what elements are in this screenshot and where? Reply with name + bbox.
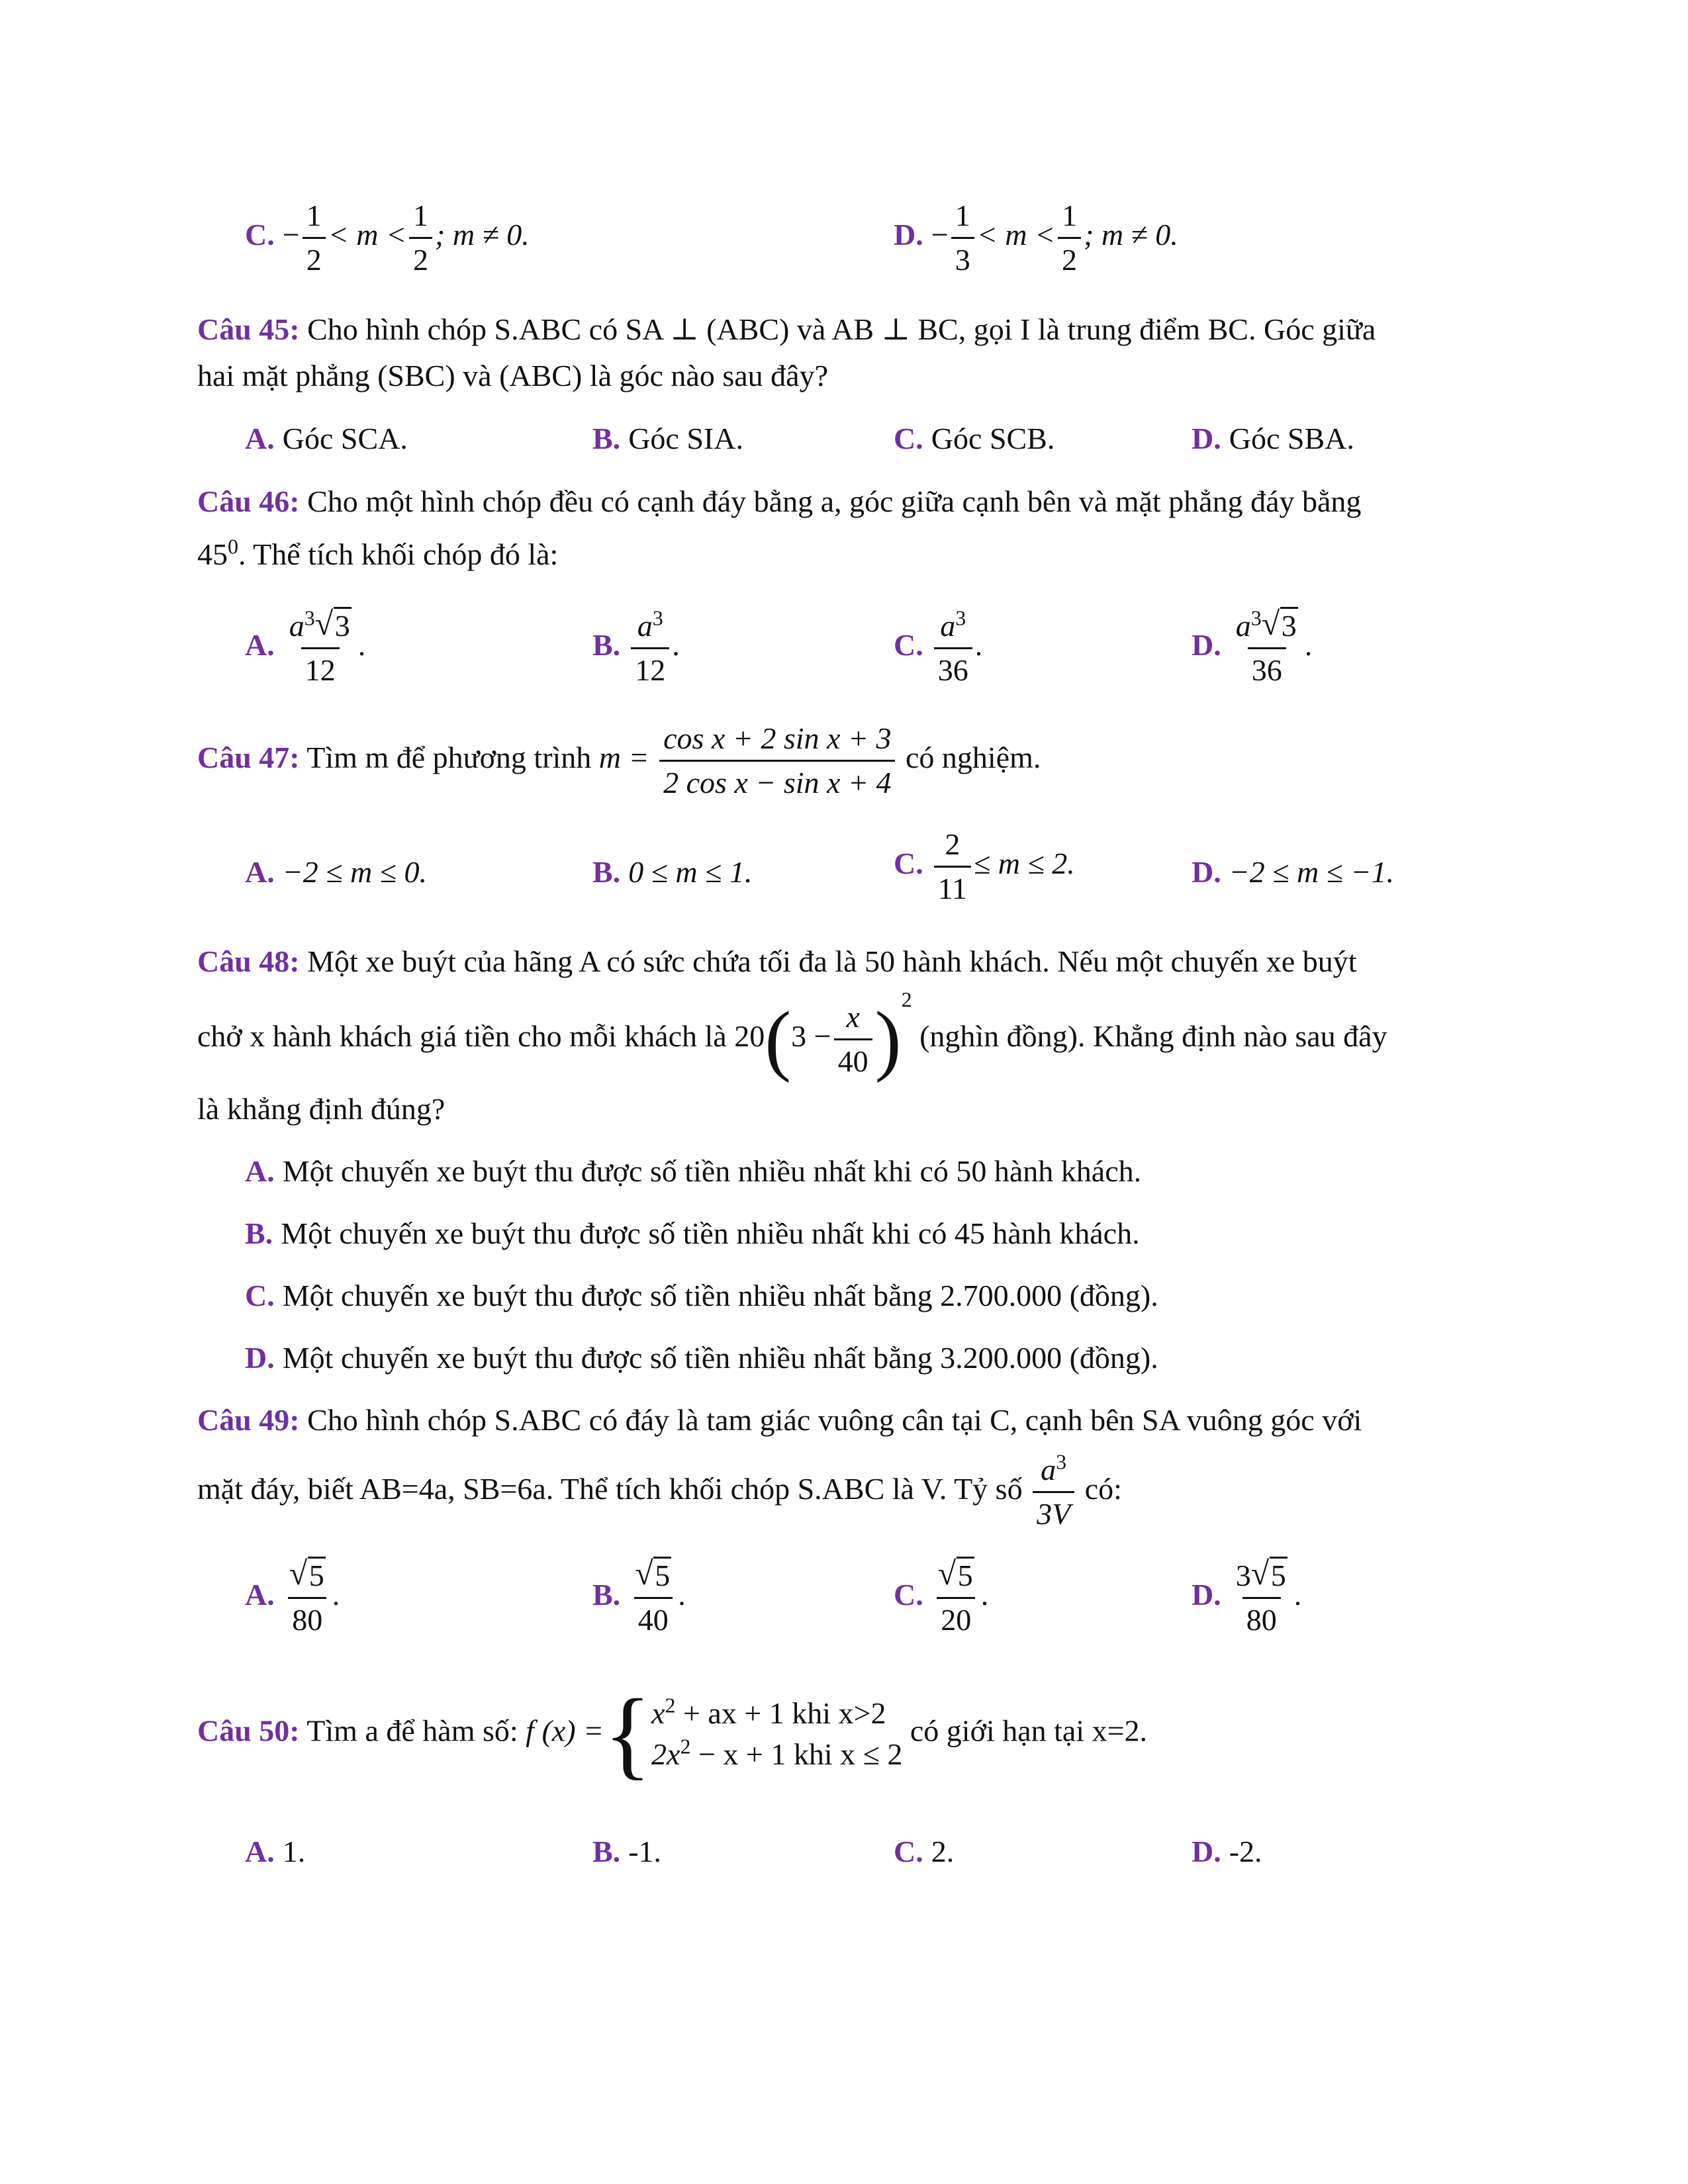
inequality: < m < [328,218,406,252]
option-label: B. [592,855,621,889]
degree-exponent: 0 [228,534,238,559]
q50-option-a[interactable] [245,1833,305,1870]
q47-option-d[interactable] [1192,854,1394,891]
fraction-numerator: cos x + 2 sin x + 3 [663,721,892,755]
option-text: Một chuyến xe buýt thu được số tiền nhiều nhất bằng 3.200.000 (đồng). [282,1341,1158,1375]
fraction-numerator: $a^3$ [637,606,663,643]
fraction-denominator: 36 [934,647,972,688]
question-text: Một xe buýt của hãng A có sức chứa tối đa là 50 hành khách. Nếu một chuyến xe buýt [307,944,1357,978]
fraction [303,199,326,277]
question-number: Câu 47: [197,741,300,775]
fraction [285,605,355,688]
q48-option-d[interactable] [245,1340,1158,1377]
q45-option-c[interactable] [894,420,1055,457]
question-text: hai mặt phẳng (SBC) và (ABC) là góc nào sau đây? [197,359,828,392]
fraction-denominator: 80 [288,1597,326,1637]
minus-sign: − [282,218,300,252]
fraction-numerator [631,1555,675,1597]
function-lhs: f (x) = [526,1713,604,1748]
option-label: C. [894,1835,923,1868]
fraction [834,1000,872,1079]
question-number: Câu 49: [197,1403,300,1437]
square-root: √ 5 [937,1555,973,1592]
square-root: √ 3 [314,605,350,643]
question-text: Tìm a để hàm số: [306,1713,518,1748]
fraction-denominator: 12 [631,647,669,688]
fraction-numerator [934,1555,978,1597]
q49-option-a[interactable]: A. √ 5 80 . [245,1555,340,1637]
question-49-line1 [197,1402,1362,1439]
square-root: √ 5 [635,1555,671,1592]
option-label: B. [592,1835,621,1868]
option-label: C. [894,422,923,455]
option-text: −2 ≤ m ≤ −1. [1229,855,1395,889]
fraction [934,1555,978,1637]
fraction [285,1555,330,1637]
question-text: Tìm m để phương trình [306,741,592,775]
q50-option-c[interactable] [894,1833,954,1870]
option-text: -1. [628,1835,662,1868]
option-label: A. [245,422,275,455]
question-number: Câu 48: [197,944,300,978]
q47-option-b[interactable] [592,854,752,891]
question-46-line1 [197,483,1361,520]
question-50 [197,1679,1148,1789]
option-label: B. [592,1578,621,1612]
inequality: < m < [976,218,1055,252]
option-label: C. [894,846,923,881]
fraction-numerator: $a^3$ √ 3 [1235,605,1297,643]
option-text: -2. [1229,1835,1262,1868]
question-text: mặt đáy, biết AB=4a, SB=6a. Thể tích khối chóp S.ABC là V. Tỷ số [197,1472,1023,1506]
option-text: Một chuyến xe buýt thu được số tiền nhiều nhất khi có 50 hành khách. [282,1154,1142,1188]
fraction-numerator: $a^3$ [940,606,966,643]
fraction [1232,1555,1291,1637]
option-label: C. [894,628,923,662]
option-label: B. [245,1216,273,1250]
equation-lhs: m = [598,741,649,775]
option-text: Góc SCA. [282,422,408,455]
question-number: Câu 45: [197,312,300,346]
fraction [934,606,972,688]
case-2: $2x^2 - x + 1$ khi x ≤ 2 [651,1734,903,1771]
option-label: C. [894,1578,923,1612]
option-label: A. [245,1154,275,1188]
option-label: D. [245,1341,275,1375]
question-47 [197,721,1041,800]
question-48-line2 [197,987,1387,1083]
option-label: D. [1192,855,1221,889]
q47-option-a[interactable] [245,854,427,891]
question-text: có giới hạn tại x=2. [910,1713,1148,1748]
question-number: Câu 46: [197,484,300,518]
fraction-numerator: 1 [1062,199,1077,232]
option-label: A. [245,628,275,662]
question-text: Cho hình chóp S.ABC có SA ⊥ (ABC) và AB ⊥ BC, gọi I là trung điểm BC. Góc giữa [307,312,1376,346]
option-label: A. [245,1835,275,1868]
option-text: Góc SBA. [1229,422,1354,455]
square-root: √ 5 [1250,1555,1286,1592]
fraction [659,721,895,800]
fraction-denominator: 36 [1248,647,1286,688]
q48-option-a[interactable] [245,1153,1141,1190]
fraction-denominator: 2 [1058,237,1081,277]
fraction-numerator: 2 [945,827,961,861]
fraction-denominator: 2 [409,237,432,277]
q45-option-a[interactable] [245,420,408,457]
q49-option-d[interactable]: D. 3 √ 5 80 . [1192,1555,1302,1637]
price-coefficient: 20 [734,1019,765,1053]
left-paren: ( [765,995,792,1083]
fraction [409,199,432,277]
option-text: Góc SIA. [628,422,743,455]
question-45-line1 [197,311,1376,348]
option-text: ≤ m ≤ 2. [974,846,1075,881]
question-text: có: [1084,1472,1122,1506]
option-label: D. [1192,1578,1221,1612]
q50-option-b[interactable] [592,1833,661,1870]
fraction [1232,605,1302,688]
question-48-line1 [197,943,1357,980]
angle-value: 45 [197,537,228,571]
q46-option-b[interactable]: B. $\frac{a^3}{12}$ . [592,606,680,687]
fraction-numerator: 3 √ 5 [1235,1555,1286,1592]
fraction-denominator: 11 [934,866,971,906]
q49-option-c[interactable]: C. √ 5 20 . [894,1555,989,1637]
fraction [951,199,974,277]
question-text: . Thể tích khối chóp đó là: [238,537,559,571]
q45-option-b[interactable] [592,420,743,457]
q47-option-c[interactable] [894,827,1075,906]
fraction-numerator: $a^3$ [1041,1449,1067,1486]
minus-sign: − [931,218,949,252]
q49-option-b[interactable]: B. √ 5 40 . [592,1555,686,1637]
fraction [934,827,971,906]
fraction-denominator: 20 [937,1597,975,1637]
question-text: là khẳng định đúng? [197,1092,445,1126]
fraction [631,1555,675,1637]
square-root: √ 3 [1261,605,1297,643]
question-text: có nghiệm. [905,741,1041,775]
option-label: C. [245,1279,275,1312]
fraction [631,606,669,688]
fraction-denominator: 40 [834,1038,872,1079]
price-exponent: 2 [901,987,912,1011]
condition: ; m ≠ 0. [435,218,530,252]
option-text: 1. [282,1835,306,1868]
fraction [1058,199,1081,277]
question-text: Cho hình chóp S.ABC có đáy là tam giác vuông cân tại C, cạnh bên SA vuông góc với [307,1403,1362,1437]
question-49-line2 [197,1449,1122,1531]
fraction-denominator: 40 [634,1597,673,1637]
question-text: (nghìn đồng). Khẳng định nào sau đây [919,1019,1387,1053]
option-text: 0 ≤ m ≤ 1. [628,855,753,889]
q50-option-d[interactable] [1192,1833,1262,1870]
option-label: C. [245,218,275,252]
piecewise-cases [651,1693,902,1775]
fraction-denominator: 12 [301,647,340,688]
question-45-line2 [197,357,828,394]
q46-option-d[interactable]: D. $a^3$ √ 3 36 . [1192,605,1313,687]
option-text: Một chuyến xe buýt thu được số tiền nhiều nhất bằng 2.700.000 (đồng). [282,1279,1158,1312]
question-text: Cho một hình chóp đều có cạnh đáy bằng a, góc giữa cạnh bên và mặt phẳng đáy bằng [307,484,1362,518]
question-48-line3 [197,1091,445,1128]
option-label: D. [894,218,923,252]
option-text: Một chuyến xe buýt thu được số tiền nhiều nhất khi có 45 hành khách. [281,1216,1140,1250]
fraction-numerator: 1 [955,199,970,232]
option-label: D. [1192,1835,1221,1868]
option-label: B. [592,628,621,662]
prev-option-d [894,199,1178,277]
fraction-denominator: 3V [1033,1491,1074,1531]
fraction-numerator [285,1555,330,1597]
fraction-numerator: 1 [413,199,428,232]
q46-option-c[interactable]: C. $\frac{a^3}{36}$ . [894,606,983,687]
fraction-denominator: 2 [303,237,326,277]
question-text: chở x hành khách giá tiền cho mỗi khách là [197,1019,727,1053]
case-1: $x^2$ + ax + 1 khi x>2 [651,1693,886,1730]
fraction-denominator: 3 [951,237,974,277]
option-label: A. [245,855,275,889]
fraction-numerator: 1 [306,199,322,232]
fraction-numerator: x [846,999,860,1034]
fraction-numerator: $a^3$ √ 3 [289,605,350,643]
fraction-denominator: 2 cos x − sin x + 4 [659,760,895,800]
left-brace: { [604,1679,652,1789]
square-root: √ 5 [289,1555,324,1592]
question-46-line2 [197,536,558,573]
prev-option-c [245,199,530,277]
q46-option-a[interactable]: A. $a^3$ √ 3 12 . [245,605,366,687]
option-text: Góc SCB. [931,422,1055,455]
option-label: A. [245,1578,275,1612]
price-inner: 3 − [791,1019,831,1053]
q45-option-d[interactable] [1192,420,1354,457]
option-label: D. [1192,422,1221,455]
option-text: −2 ≤ m ≤ 0. [282,855,427,889]
q48-option-b[interactable] [245,1215,1140,1252]
option-text: 2. [931,1835,955,1868]
question-number: Câu 50: [197,1713,300,1748]
fraction-denominator: 80 [1243,1597,1281,1637]
right-paren: ) [874,995,902,1083]
option-label: D. [1192,628,1221,662]
q48-option-c[interactable] [245,1277,1158,1314]
option-label: B. [592,422,621,455]
fraction [1033,1449,1074,1531]
condition: ; m ≠ 0. [1084,218,1178,252]
